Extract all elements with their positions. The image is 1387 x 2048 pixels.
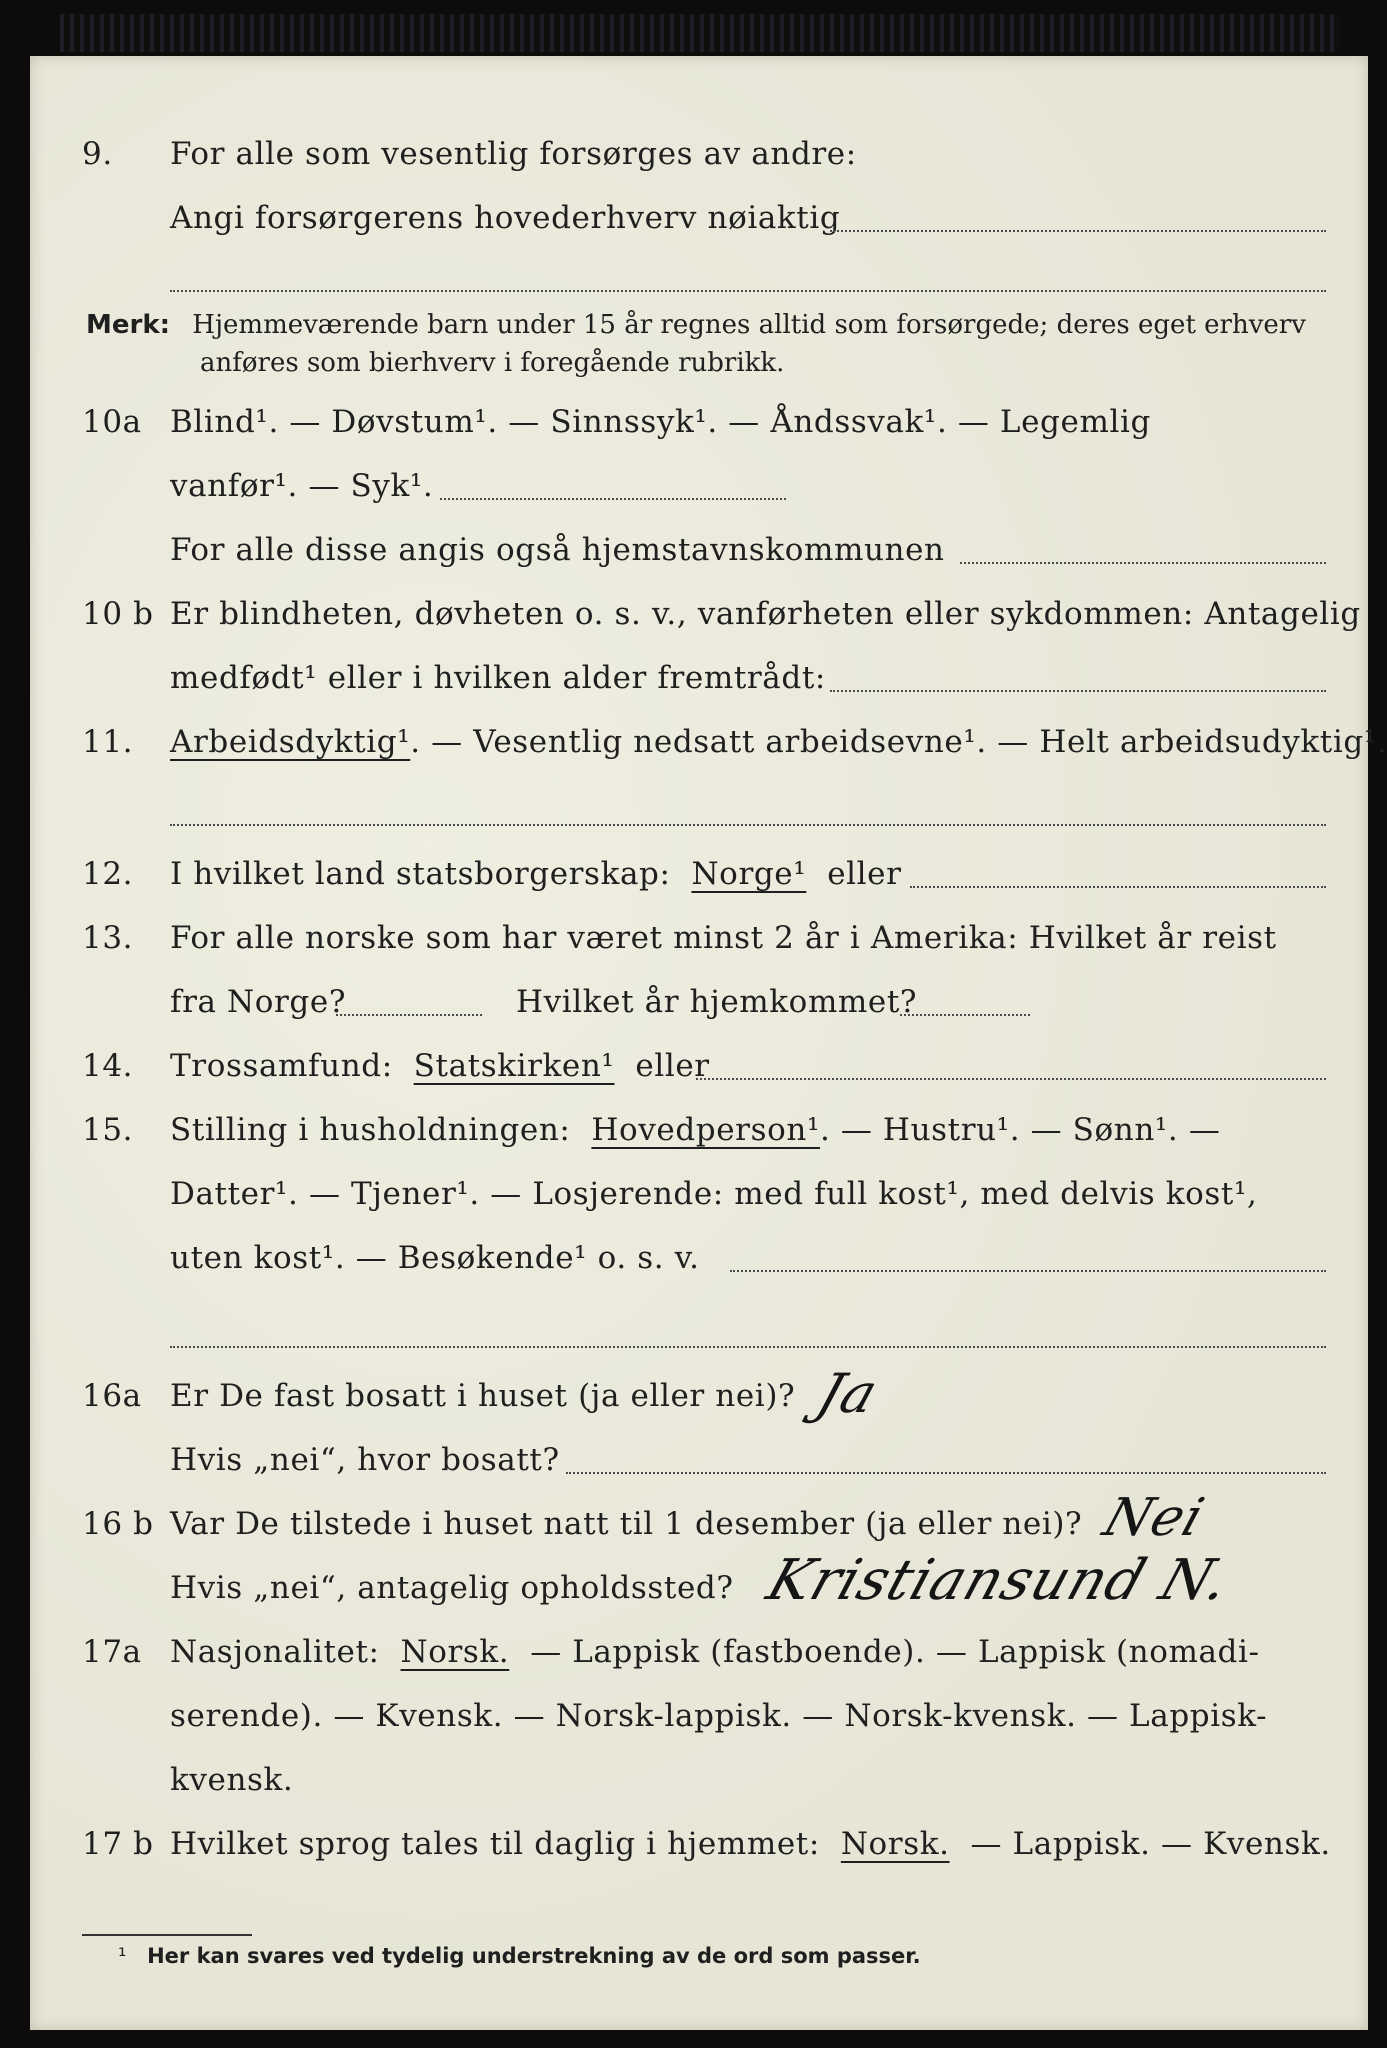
footnote — [118, 1944, 921, 1968]
question-number: 10a — [82, 404, 142, 440]
answer-line[interactable] — [170, 1346, 1326, 1348]
question-text: vanfør¹. — Syk¹. — [170, 468, 434, 504]
handwritten-answer[interactable]: Kristiansund N. — [759, 1548, 1239, 1613]
question-15-line-2 — [30, 1176, 1368, 1224]
question-text — [170, 1112, 1368, 1148]
question-options: — Lappisk (fastboende). — Lappisk (nomadi- — [530, 1634, 1260, 1670]
question-16b-line-2 — [30, 1548, 1368, 1618]
question-number: 15. — [82, 1112, 134, 1148]
merk-text: Hjemmeværende barn under 15 år regnes alltid som forsørgede; deres eget erhverv — [192, 310, 1306, 340]
merk-note — [86, 310, 1306, 340]
question-15-line-3 — [30, 1240, 1368, 1288]
handwritten-answer[interactable]: Nei — [1096, 1488, 1212, 1548]
answer-line[interactable] — [830, 230, 1326, 232]
selected-option: Hovedperson¹ — [591, 1112, 820, 1148]
selected-option: Norsk. — [840, 1826, 950, 1862]
question-15 — [30, 1112, 1368, 1160]
question-9 — [30, 136, 1368, 184]
answer-line[interactable] — [900, 1014, 1030, 1016]
question-options: kvensk. — [170, 1762, 294, 1798]
question-16a — [30, 1362, 1368, 1426]
question-number: 11. — [82, 724, 134, 760]
question-number: 14. — [82, 1048, 134, 1084]
question-text: fra Norge? — [170, 984, 347, 1020]
question-10b — [30, 596, 1368, 644]
question-17b — [30, 1826, 1368, 1874]
question-text: Blind¹. — Døvstum¹. — Sinnssyk¹. — Åndssvak¹. — Legemlig — [170, 404, 1151, 440]
question-10a-line-3 — [30, 532, 1368, 580]
selected-option: Norsk. — [400, 1634, 510, 1670]
question-16b — [30, 1488, 1368, 1554]
merk-label: Merk: — [86, 310, 171, 340]
question-17a-line-2 — [30, 1698, 1368, 1746]
footnote-mark: ¹ — [118, 1944, 127, 1968]
question-number: 16a — [82, 1378, 142, 1414]
question-text: Hvis „nei“, hvor bosatt? — [170, 1442, 560, 1478]
answer-line[interactable] — [170, 290, 1326, 292]
question-options: . — Vesentlig nedsatt arbeidsevne¹. — Helt arbeidsudyktig¹. — [410, 724, 1387, 760]
question-number: 9. — [82, 136, 113, 172]
question-text: For alle norske som har været minst 2 år i Amerika: Hvilket år reist — [170, 920, 1277, 956]
answer-line[interactable] — [910, 886, 1326, 888]
question-label: Hvilket sprog tales til daglig i hjemmet: — [170, 1826, 820, 1862]
answer-line[interactable] — [696, 1078, 1326, 1080]
answer-line[interactable] — [440, 498, 786, 500]
question-10b-line-2 — [30, 660, 1368, 708]
question-17a-line-3 — [30, 1762, 1368, 1810]
selected-option: Norge¹ — [691, 856, 807, 892]
question-text — [170, 724, 1387, 760]
question-text: Er De fast bosatt i huset (ja eller nei)? — [170, 1378, 796, 1414]
question-options: . — Hustru¹. — Sønn¹. — — [819, 1112, 1221, 1148]
question-number: 13. — [82, 920, 134, 956]
question-number: 12. — [82, 856, 134, 892]
question-text: Hvilket år hjemkommet? — [516, 984, 918, 1020]
question-label: Stilling i husholdningen: — [170, 1112, 571, 1148]
census-form-page — [30, 56, 1387, 2030]
answer-line[interactable] — [336, 1014, 482, 1016]
question-label-suffix: eller — [827, 856, 902, 892]
question-text: Angi forsørgerens hovederhverv nøiaktig — [170, 200, 841, 236]
question-13 — [30, 920, 1368, 968]
question-text: Hvis „nei“, antagelig opholdssted? — [170, 1570, 734, 1606]
question-12 — [30, 856, 1368, 904]
answer-line[interactable] — [170, 824, 1326, 826]
question-options: uten kost¹. — Besøkende¹ o. s. v. — [170, 1240, 700, 1276]
question-text: Var De tilstede i huset natt til 1 desember (ja eller nei)? — [170, 1506, 1083, 1542]
selected-option: Arbeidsdyktig¹ — [170, 724, 411, 760]
question-number: 10 b — [82, 596, 154, 632]
question-text: For alle disse angis også hjemstavnskommunen — [170, 532, 945, 568]
answer-line[interactable] — [830, 690, 1326, 692]
question-text — [170, 1826, 1368, 1862]
question-14 — [30, 1048, 1368, 1096]
scan-edge-strip — [60, 14, 1340, 52]
selected-option: Statskirken¹ — [413, 1048, 615, 1084]
question-10a-line-2 — [30, 468, 1368, 516]
answer-line[interactable] — [730, 1270, 1326, 1272]
answer-line[interactable] — [960, 562, 1326, 564]
question-options: — Lappisk. — Kvensk. — [970, 1826, 1331, 1862]
question-10a — [30, 404, 1368, 452]
question-text — [170, 1634, 1368, 1670]
handwritten-answer[interactable]: Ja — [809, 1362, 887, 1425]
question-text: Er blindheten, døvheten o. s. v., vanførheten eller sykdommen: Antagelig — [170, 596, 1361, 632]
question-9-line-2 — [30, 200, 1368, 248]
question-number: 17 b — [82, 1826, 154, 1862]
question-options: serende). — Kvensk. — Norsk-lappisk. — Norsk-kvensk. — Lappisk- — [170, 1698, 1268, 1734]
answer-line[interactable] — [566, 1472, 1326, 1474]
merk-note-line-2 — [200, 348, 784, 378]
question-number: 17a — [82, 1634, 142, 1670]
question-label-suffix: eller — [635, 1048, 710, 1084]
question-16a-line-2 — [30, 1442, 1368, 1490]
merk-text: anføres som bierhverv i foregående rubrikk. — [200, 348, 785, 378]
question-11 — [30, 724, 1387, 772]
question-label: Nasjonalitet: — [170, 1634, 380, 1670]
question-13-line-2 — [30, 984, 1368, 1032]
question-17a — [30, 1634, 1368, 1682]
footnote-divider — [82, 1934, 252, 1936]
question-number: 16 b — [82, 1506, 154, 1542]
question-options: Datter¹. — Tjener¹. — Losjerende: med full kost¹, med delvis kost¹, — [170, 1176, 1258, 1212]
question-label: Trossamfund: — [170, 1048, 393, 1084]
question-text: For alle som vesentlig forsørges av andre: — [170, 136, 857, 172]
footnote-text: Her kan svares ved tydelig understrekning av de ord som passer. — [147, 1944, 921, 1968]
question-text: medfødt¹ eller i hvilken alder fremtrådt: — [170, 660, 826, 696]
question-label: I hvilket land statsborgerskap: — [170, 856, 671, 892]
